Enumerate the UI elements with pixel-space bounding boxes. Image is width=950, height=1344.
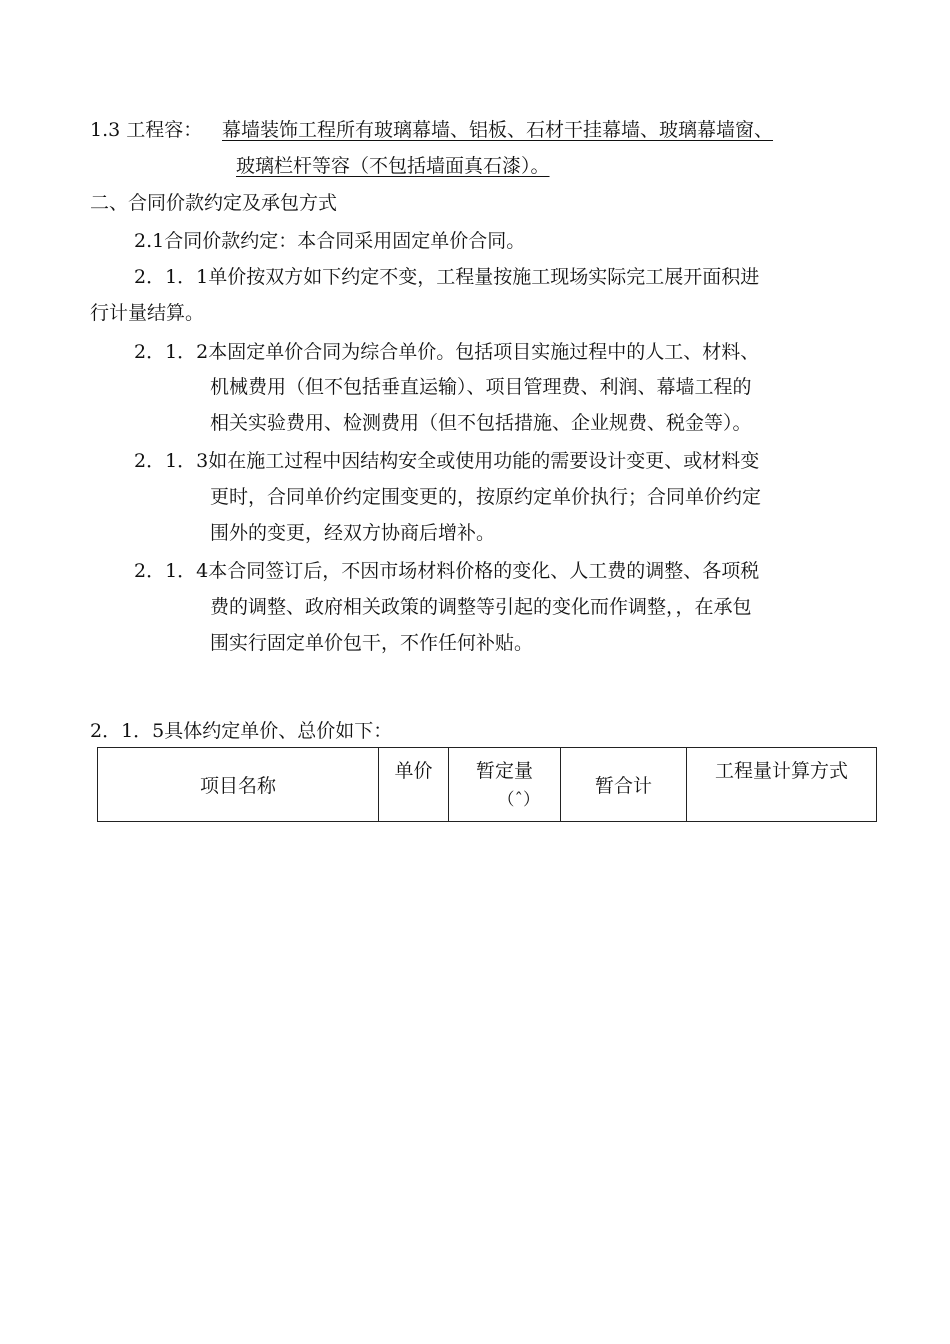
paragraph-2-1-1-line2: 行计量结算。 bbox=[90, 302, 205, 324]
paragraph-2-1-5: 2．1．5具体约定单价、总价如下： bbox=[90, 720, 393, 742]
paragraph-2-1-4-line2: 费的调整、政府相关政策的调整等引起的变化而作调整，，在承包 bbox=[210, 596, 752, 618]
header-calc-method: 工程量计算方式 bbox=[687, 748, 877, 822]
header-subtotal: 暂合计 bbox=[561, 748, 687, 822]
section-2-heading: 二、合同价款约定及承包方式 bbox=[90, 192, 338, 214]
header-quantity bbox=[449, 748, 561, 822]
paragraph-2-1-4-line3: 围实行固定单价包干，不作任何补贴。 bbox=[210, 632, 534, 654]
paragraph-2-1-4-line1: 2．1．4本合同签订后，不因市场材料价格的变化、人工费的调整、各项税 bbox=[134, 560, 760, 582]
paragraph-2-1-2-line2: 机械费用（但不包括垂直运输）、项目管理费、利润、幕墙工程的 bbox=[210, 376, 752, 398]
paragraph-2-1: 2.1合同价款约定：本合同采用固定单价合同。 bbox=[134, 230, 526, 252]
section-1-3-content-line2: 玻璃栏杆等容（不包括墙面真石漆）。 bbox=[236, 155, 550, 177]
paragraph-2-1-2-line3: 相关实验费用、检测费用（但不包括措施、企业规费、税金等）。 bbox=[210, 412, 752, 434]
paragraph-2-1-3-line3: 围外的变更，经双方协商后增补。 bbox=[210, 522, 496, 544]
paragraph-2-1-3-line1: 2．1．3如在施工过程中因结构安全或使用功能的需要设计变更、或材料变 bbox=[134, 450, 760, 472]
header-quantity-label: 暂定量 bbox=[475, 760, 533, 782]
paragraph-2-1-3-line2: 更时，合同单价约定围变更的，按原约定单价执行；合同单价约定 bbox=[210, 486, 762, 508]
section-1-3-label: 1.3 工程容： bbox=[90, 119, 203, 141]
table-header-row bbox=[98, 748, 877, 822]
header-item-name: 项目名称 bbox=[98, 748, 379, 822]
section-1-3-content-line1: 幕墙装饰工程所有玻璃幕墙、铝板、石材干挂幕墙、玻璃幕墙窗、 bbox=[222, 119, 774, 141]
paragraph-2-1-2-line1: 2．1．2本固定单价合同为综合单价。包括项目实施过程中的人工、材料、 bbox=[134, 341, 760, 363]
price-table bbox=[97, 747, 877, 822]
paragraph-2-1-1-line1: 2．1．1单价按双方如下约定不变，工程量按施工现场实际完工展开面积进 bbox=[134, 266, 760, 288]
header-unit-price: 单价 bbox=[379, 748, 449, 822]
header-quantity-unit: （ˆ） bbox=[497, 790, 540, 810]
